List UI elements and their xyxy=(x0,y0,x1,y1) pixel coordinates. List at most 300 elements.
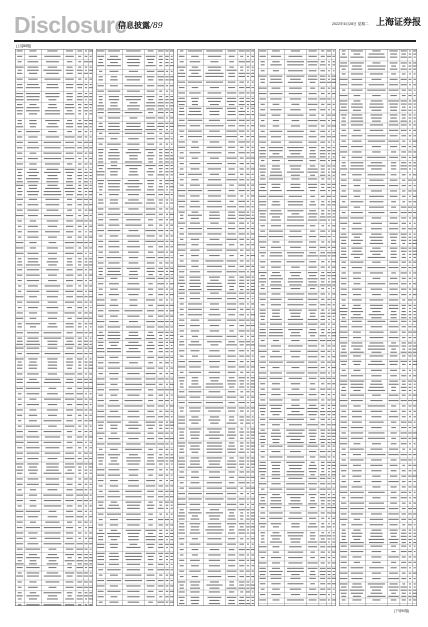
cell-text-mark xyxy=(321,172,325,173)
cell-text-mark xyxy=(178,76,185,77)
cell-text-mark xyxy=(239,120,245,121)
cell-text-mark xyxy=(327,433,330,434)
cell-text-mark xyxy=(65,560,75,561)
cell-text-mark xyxy=(165,553,168,554)
cell-text-mark xyxy=(327,299,330,300)
cell-text-mark xyxy=(413,251,417,252)
cell-text-mark xyxy=(17,113,22,114)
cell-text-mark xyxy=(17,194,22,195)
cell-text-mark xyxy=(170,126,174,127)
cell-text-mark xyxy=(26,426,40,427)
cell-text-mark xyxy=(259,252,266,253)
cell-text-mark xyxy=(67,178,72,179)
cell-text-mark xyxy=(159,559,162,560)
cell-text-mark xyxy=(369,54,385,55)
cell-text-mark xyxy=(354,207,360,208)
cell-text-mark xyxy=(272,115,281,116)
cell-text-mark xyxy=(189,283,201,284)
cell-text-mark xyxy=(84,362,87,363)
cell-text-mark xyxy=(328,468,331,469)
cell-text-mark xyxy=(247,377,249,378)
cell-text-mark xyxy=(229,185,234,186)
cell-text-mark xyxy=(99,449,102,450)
cell-text-mark xyxy=(307,172,318,173)
cell-text-mark xyxy=(402,254,405,255)
cell-text-mark xyxy=(17,175,22,176)
cell-text-mark xyxy=(165,348,169,349)
cell-text-mark xyxy=(320,252,325,253)
cell-text-mark xyxy=(239,73,245,74)
cell-text-mark xyxy=(110,235,118,236)
cell-text-mark xyxy=(166,144,168,145)
cell-text-mark xyxy=(409,361,411,362)
cell-text-mark xyxy=(125,203,143,204)
cell-text-mark xyxy=(166,117,168,118)
cell-text-mark xyxy=(409,370,411,371)
cell-text-mark xyxy=(402,174,406,175)
cell-text-mark xyxy=(84,61,88,62)
cell-text-mark xyxy=(27,572,39,573)
cell-text-mark xyxy=(401,492,407,493)
cell-text-mark xyxy=(239,50,245,51)
cell-text-mark xyxy=(29,169,37,170)
cell-text-mark xyxy=(45,581,59,582)
cell-text-mark xyxy=(260,231,265,232)
cell-text-mark xyxy=(247,239,250,240)
cell-text-mark xyxy=(332,115,335,116)
cell-text-mark xyxy=(192,377,198,378)
cell-text-mark xyxy=(292,120,300,121)
cell-text-mark xyxy=(90,110,92,111)
cell-text-mark xyxy=(179,174,184,175)
cell-text-mark xyxy=(401,432,407,433)
cell-text-mark xyxy=(98,405,104,406)
cell-text-mark xyxy=(78,527,81,528)
cell-text-mark xyxy=(17,163,23,164)
cell-text-mark xyxy=(165,133,169,134)
cell-text-mark xyxy=(108,475,120,476)
cell-text-mark xyxy=(98,425,103,426)
cell-text-mark xyxy=(180,509,184,510)
cell-text-mark xyxy=(321,267,325,268)
cell-text-mark xyxy=(158,79,163,80)
cell-text-mark xyxy=(368,364,385,365)
cell-text-mark xyxy=(289,310,302,311)
cell-text-mark xyxy=(26,96,39,97)
cell-text-mark xyxy=(89,242,92,243)
cell-text-mark xyxy=(29,296,37,297)
cell-text-mark xyxy=(251,361,254,362)
cell-text-mark xyxy=(402,465,405,466)
cell-text-mark xyxy=(401,454,407,455)
cell-text-mark xyxy=(209,464,220,465)
cell-text-mark xyxy=(327,204,330,205)
cell-text-mark xyxy=(170,76,174,77)
cell-text-mark xyxy=(332,500,335,501)
cell-text-mark xyxy=(16,495,23,496)
cell-text-mark xyxy=(28,307,38,308)
cell-text-mark xyxy=(108,126,119,127)
cell-text-mark xyxy=(413,321,416,322)
cell-text-mark xyxy=(89,516,92,517)
cell-text-mark xyxy=(239,76,245,77)
cell-text-mark xyxy=(180,286,184,287)
cell-text-mark xyxy=(147,469,153,470)
cell-text-mark xyxy=(401,519,406,520)
cell-text-mark xyxy=(191,416,198,417)
cell-text-mark xyxy=(251,314,255,315)
cell-text-mark xyxy=(166,91,168,92)
cell-text-mark xyxy=(413,240,417,241)
cell-text-mark xyxy=(342,530,346,531)
cell-text-mark xyxy=(206,493,223,494)
cell-text-mark xyxy=(246,488,250,489)
cell-text-mark xyxy=(90,67,92,68)
cell-text-mark xyxy=(401,438,407,439)
cell-text-mark xyxy=(29,368,37,369)
cell-text-mark xyxy=(179,233,184,234)
cell-text-mark xyxy=(28,185,37,186)
continued-on-label: (下转90版) xyxy=(394,609,410,613)
cell-text-mark xyxy=(109,559,118,560)
cell-text-mark xyxy=(247,350,249,351)
cell-text-mark xyxy=(239,560,245,561)
cell-text-mark xyxy=(239,82,244,83)
cell-text-mark xyxy=(309,436,316,437)
cell-text-mark xyxy=(47,572,58,573)
cell-text-mark xyxy=(18,280,22,281)
cell-text-mark xyxy=(98,596,104,597)
cell-text-mark xyxy=(332,310,335,311)
cell-text-mark xyxy=(328,594,330,595)
cell-text-mark xyxy=(84,453,88,454)
cell-text-mark xyxy=(189,111,201,112)
cell-text-mark xyxy=(389,50,397,51)
cell-text-mark xyxy=(321,405,325,406)
cell-text-mark xyxy=(239,402,245,403)
cell-text-mark xyxy=(166,422,168,423)
cell-text-mark xyxy=(246,591,250,592)
cell-text-mark xyxy=(148,433,154,434)
cell-text-mark xyxy=(84,204,88,205)
cell-text-mark xyxy=(158,422,163,423)
cell-text-mark xyxy=(391,207,396,208)
cell-text-mark xyxy=(409,443,411,444)
cell-text-mark xyxy=(321,169,325,170)
cell-text-mark xyxy=(332,523,334,524)
cell-text-mark xyxy=(259,562,267,563)
cell-text-mark xyxy=(332,278,335,279)
cell-text-mark xyxy=(179,457,184,458)
cell-text-mark xyxy=(28,226,38,227)
cell-text-mark xyxy=(327,383,330,384)
cell-text-mark xyxy=(240,397,244,398)
cell-text-mark xyxy=(89,142,93,143)
cell-text-mark xyxy=(247,289,250,290)
cell-text-mark xyxy=(98,569,103,570)
cell-text-mark xyxy=(77,332,83,333)
cell-text-mark xyxy=(252,591,254,592)
cell-text-mark xyxy=(165,502,169,503)
cell-text-mark xyxy=(77,358,82,359)
cell-text-mark xyxy=(272,201,279,202)
cell-text-mark xyxy=(179,98,185,99)
cell-text-mark xyxy=(129,454,138,455)
cell-text-mark xyxy=(372,443,381,444)
cell-text-mark xyxy=(48,595,57,596)
cell-text-mark xyxy=(126,326,141,327)
cell-text-mark xyxy=(166,112,168,113)
cell-text-mark xyxy=(90,107,92,108)
cell-text-mark xyxy=(127,505,140,506)
cell-text-mark xyxy=(328,367,330,368)
cell-text-mark xyxy=(269,150,282,151)
cell-text-mark xyxy=(98,126,103,127)
cell-text-mark xyxy=(189,70,201,71)
cell-text-mark xyxy=(309,275,316,276)
cell-text-mark xyxy=(148,428,153,429)
cell-text-mark xyxy=(272,351,280,352)
cell-text-mark xyxy=(320,98,326,99)
cell-text-mark xyxy=(251,402,254,403)
cell-text-mark xyxy=(246,588,249,589)
cell-text-mark xyxy=(207,446,222,447)
cell-text-mark xyxy=(130,544,138,545)
cell-text-mark xyxy=(227,523,236,524)
cell-text-mark xyxy=(66,348,73,349)
cell-text-mark xyxy=(109,283,119,284)
cell-text-mark xyxy=(290,98,301,99)
cell-text-mark xyxy=(401,69,407,70)
cell-text-mark xyxy=(127,235,140,236)
cell-text-mark xyxy=(89,302,91,303)
cell-text-mark xyxy=(371,100,383,101)
cell-text-mark xyxy=(179,402,185,403)
cell-text-mark xyxy=(246,215,250,216)
cell-text-mark xyxy=(328,442,331,443)
cell-text-mark xyxy=(45,285,61,286)
cell-text-mark xyxy=(414,90,416,91)
cell-text-mark xyxy=(27,341,40,342)
cell-text-mark xyxy=(147,268,155,269)
cell-text-mark xyxy=(239,206,245,207)
cell-text-mark xyxy=(351,551,364,552)
cell-text-mark xyxy=(178,504,186,505)
cell-text-mark xyxy=(389,130,398,131)
cell-text-mark xyxy=(110,519,118,520)
cell-text-mark xyxy=(109,400,118,401)
cell-text-mark xyxy=(247,283,249,284)
cell-text-mark xyxy=(327,362,331,363)
cell-text-mark xyxy=(124,183,142,184)
cell-text-mark xyxy=(208,168,221,169)
cell-text-mark xyxy=(372,352,382,353)
cell-text-mark xyxy=(170,219,173,220)
cell-text-mark xyxy=(78,247,81,248)
cell-text-mark xyxy=(409,100,411,101)
cell-text-mark xyxy=(414,110,416,111)
cell-text-mark xyxy=(108,186,119,187)
cell-text-mark xyxy=(270,299,282,300)
cell-text-mark xyxy=(159,180,162,181)
cell-text-mark xyxy=(124,310,142,311)
cell-text-mark xyxy=(414,57,416,58)
cell-text-mark xyxy=(413,349,416,350)
cell-text-mark xyxy=(260,451,264,452)
cell-text-mark xyxy=(288,319,303,320)
cell-text-mark xyxy=(188,391,201,392)
cell-text-mark xyxy=(351,567,364,568)
cell-text-mark xyxy=(239,407,245,408)
cell-text-mark xyxy=(341,395,346,396)
cell-text-mark xyxy=(409,346,412,347)
cell-text-mark xyxy=(78,522,82,523)
cell-text-mark xyxy=(205,260,223,261)
cell-text-mark xyxy=(89,113,92,114)
cell-text-mark xyxy=(84,500,88,501)
cell-text-mark xyxy=(148,400,153,401)
cell-text-mark xyxy=(354,196,360,197)
cell-text-mark xyxy=(46,61,59,62)
cell-text-mark xyxy=(321,316,325,317)
cell-text-mark xyxy=(288,136,304,137)
cell-text-mark xyxy=(246,581,249,582)
cell-text-mark xyxy=(291,288,301,289)
cell-text-mark xyxy=(27,453,40,454)
cell-text-mark xyxy=(401,321,406,322)
cell-text-mark xyxy=(340,100,348,101)
cell-text-mark xyxy=(401,596,406,597)
cell-text-mark xyxy=(389,84,398,85)
cell-text-mark xyxy=(129,230,139,231)
cell-text-mark xyxy=(390,583,398,584)
cell-text-mark xyxy=(98,480,104,481)
cell-text-mark xyxy=(310,231,315,232)
cell-text-mark xyxy=(179,293,185,294)
cell-text-mark xyxy=(350,381,365,382)
cell-text-mark xyxy=(251,131,253,132)
cell-text-mark xyxy=(99,274,103,275)
cell-text-mark xyxy=(272,316,280,317)
cell-text-mark xyxy=(107,257,122,258)
cell-text-mark xyxy=(146,422,156,423)
cell-text-mark xyxy=(98,536,103,537)
cell-text-mark xyxy=(340,237,348,238)
cell-text-mark xyxy=(18,560,22,561)
cell-text-mark xyxy=(402,508,406,509)
cell-text-mark xyxy=(246,372,249,373)
cell-text-mark xyxy=(16,500,22,501)
cell-text-mark xyxy=(391,492,397,493)
cell-text-mark xyxy=(401,84,407,85)
cell-text-mark xyxy=(146,443,156,444)
cell-text-mark xyxy=(30,126,36,127)
cell-text-mark xyxy=(310,165,315,166)
cell-text-mark xyxy=(327,436,330,437)
cell-text-mark xyxy=(126,547,140,548)
cell-text-mark xyxy=(209,515,220,516)
cell-text-mark xyxy=(333,394,335,395)
cell-text-mark xyxy=(166,469,168,470)
cell-text-mark xyxy=(332,284,335,285)
cell-text-mark xyxy=(208,201,222,202)
cell-text-mark xyxy=(353,390,360,391)
cell-text-mark xyxy=(146,105,156,106)
cell-text-mark xyxy=(165,278,168,279)
cell-text-mark xyxy=(85,326,87,327)
cell-text-mark xyxy=(340,342,347,343)
cell-text-mark xyxy=(332,483,335,484)
cell-text-mark xyxy=(77,84,83,85)
cell-text-mark xyxy=(291,405,300,406)
cell-text-mark xyxy=(89,478,92,479)
cell-text-mark xyxy=(147,180,154,181)
cell-text-mark xyxy=(188,493,202,494)
cell-text-mark xyxy=(107,351,121,352)
cell-text-mark xyxy=(108,405,120,406)
cell-text-mark xyxy=(78,188,82,189)
cell-text-mark xyxy=(341,141,345,142)
cell-text-mark xyxy=(288,299,303,300)
cell-text-mark xyxy=(65,107,75,108)
cell-text-mark xyxy=(272,160,280,161)
cell-text-mark xyxy=(229,512,234,513)
cell-text-mark xyxy=(409,308,411,309)
cell-text-mark xyxy=(259,471,266,472)
cell-text-mark xyxy=(78,93,82,94)
cell-text-mark xyxy=(401,294,406,295)
cell-text-mark xyxy=(288,255,303,256)
cell-text-mark xyxy=(178,67,186,68)
cell-text-mark xyxy=(409,542,411,543)
cell-text-mark xyxy=(206,402,223,403)
cell-text-mark xyxy=(171,411,173,412)
cell-text-mark xyxy=(44,56,60,57)
cell-text-mark xyxy=(16,199,23,200)
cell-text-mark xyxy=(327,196,331,197)
cell-text-mark xyxy=(85,560,88,561)
cell-text-mark xyxy=(46,557,59,558)
cell-text-mark xyxy=(158,50,164,51)
cell-text-mark xyxy=(269,456,282,457)
cell-text-mark xyxy=(66,93,72,94)
cell-text-mark xyxy=(78,226,82,227)
cell-text-mark xyxy=(327,216,331,217)
cell-text-mark xyxy=(209,420,221,421)
cell-text-mark xyxy=(29,399,36,400)
cell-text-mark xyxy=(191,239,199,240)
cell-text-mark xyxy=(368,257,386,258)
cell-text-mark xyxy=(332,414,335,415)
cell-text-mark xyxy=(271,281,281,282)
cell-text-mark xyxy=(188,120,203,121)
cell-text-mark xyxy=(18,178,22,179)
cell-text-mark xyxy=(290,335,301,336)
cell-text-mark xyxy=(328,419,331,420)
cell-text-mark xyxy=(402,190,405,191)
cell-text-mark xyxy=(78,210,81,211)
cell-text-mark xyxy=(179,330,183,331)
cell-text-mark xyxy=(170,294,173,295)
cell-text-mark xyxy=(65,104,73,105)
cell-text-mark xyxy=(67,199,72,200)
cell-text-mark xyxy=(29,50,36,51)
cell-text-mark xyxy=(251,397,254,398)
cell-text-mark xyxy=(260,299,266,300)
cell-text-mark xyxy=(246,152,249,153)
cell-text-mark xyxy=(247,303,249,304)
cell-text-mark xyxy=(77,199,82,200)
